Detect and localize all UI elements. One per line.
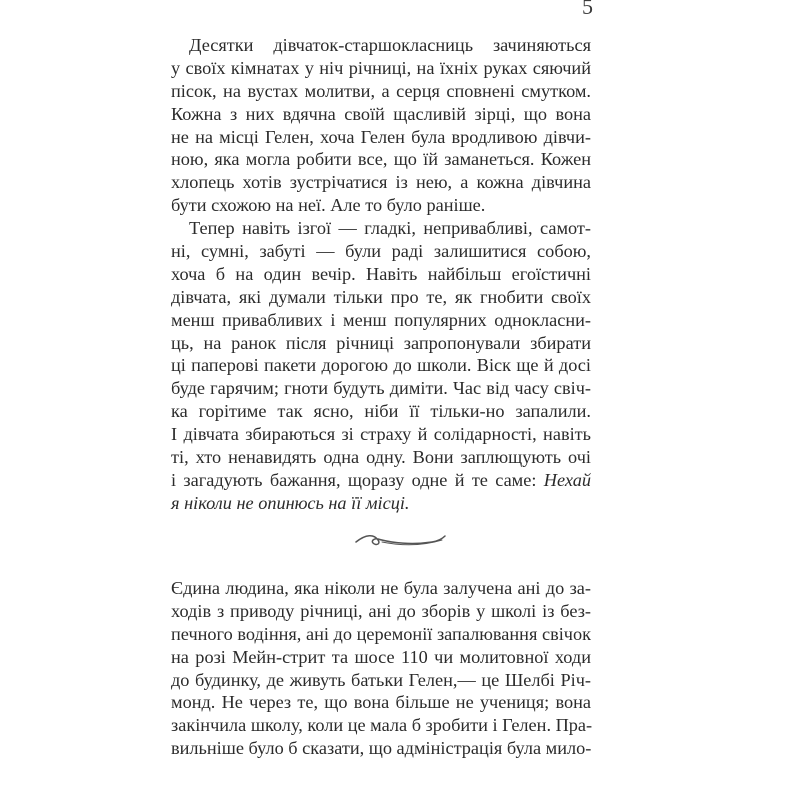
paragraph-2-line: менш привабливих і менш популярних однокласни- xyxy=(171,309,591,330)
paragraph-3-line: на розі Мейн-стрит та шосе 110 чи молитовної ходи xyxy=(171,646,591,667)
paragraph-1-line: у своїх кімнатах у ніч річниці, на їхніх руках сяючий xyxy=(171,57,591,78)
paragraph-3-line: вильніше було б сказати, що адміністрація була мило- xyxy=(171,738,592,759)
italic-wish-line: я ніколи не опинюсь на її місці. xyxy=(171,492,410,513)
paragraph-3-line: печного водіння, ані до церемонії запалювання свічок xyxy=(171,623,591,644)
paragraph-1-line: Десятки дівчаток-старшокласниць зачиняються xyxy=(189,35,591,55)
paragraph-2-line-with-italic xyxy=(171,469,591,492)
paragraph-2-line: ці паперові пакети дорогою до школи. Віск ще й досі xyxy=(171,355,591,376)
paragraph-2-line: ті, хто ненавидять одна одну. Вони заплющують очі xyxy=(171,447,591,468)
paragraph-3-line: закінчила школу, коли це мала б зробити і Гелен. Пра- xyxy=(171,715,593,736)
paragraph-1-line: Кожна з них вдячна своїй щасливій зірці, що вона xyxy=(171,103,591,124)
paragraph-2-line: буде гарячим; гноти будуть диміти. Час від часу свіч- xyxy=(171,378,591,399)
paragraph-1-line: пісок, на вустах молитви, а серця сповнені смутком. xyxy=(171,80,591,101)
paragraph-2-line: Тепер навіть ізгої — гладкі, непривабливі, самот- xyxy=(189,218,591,239)
text-section-1 xyxy=(171,34,591,515)
italic-wish-start: Нехай xyxy=(543,469,591,490)
paragraph-2-line: хоча б на один вечір. Навіть найбільш егоїстичні xyxy=(171,263,591,284)
paragraph-2-line: І дівчата збираються зі страху й солідарності, навіть xyxy=(171,424,591,445)
page-number: 5 xyxy=(582,0,593,19)
paragraph-2-line: дівчата, які думали тільки про те, як гнобити своїх xyxy=(171,286,591,307)
paragraph-2-line: ка горітиме так ясно, ніби її тільки-но запалили. xyxy=(171,401,591,422)
paragraph-3-line: монд. Не через те, що вона більше не учениця; вона xyxy=(171,692,591,713)
text-section-2 xyxy=(171,577,591,760)
paragraph-2-line: ць, на ранок після річниці запропонували збирати xyxy=(171,332,591,353)
paragraph-1-line: не на місці Гелен, хоча Гелен була вродливою дівчи- xyxy=(171,126,591,147)
paragraph-3-line: до будинку, де живуть батьки Гелен,— це Шелбі Річ- xyxy=(171,669,591,690)
paragraph-2-line-text: і загадують бажання, щоразу одне й те саме: xyxy=(171,469,537,490)
paragraph-1-line: хлопець хотів зустрічатися із нею, а кожна дівчина xyxy=(171,172,591,193)
swash-ornament-icon xyxy=(352,530,448,550)
paragraph-3-line: ходів з приводу річниці, ані до зборів у школі із без- xyxy=(171,600,591,621)
paragraph-2-line: ні, сумні, забуті — були раді залишитися собою, xyxy=(171,241,591,262)
paragraph-1-line: ною, яка могла робити все, що їй заманеться. Кожен xyxy=(171,149,591,170)
paragraph-3-line: Єдина людина, яка ніколи не була залучена ані до за- xyxy=(171,578,591,598)
paragraph-1-line: бути схожою на неї. Але то було раніше. xyxy=(171,195,486,216)
